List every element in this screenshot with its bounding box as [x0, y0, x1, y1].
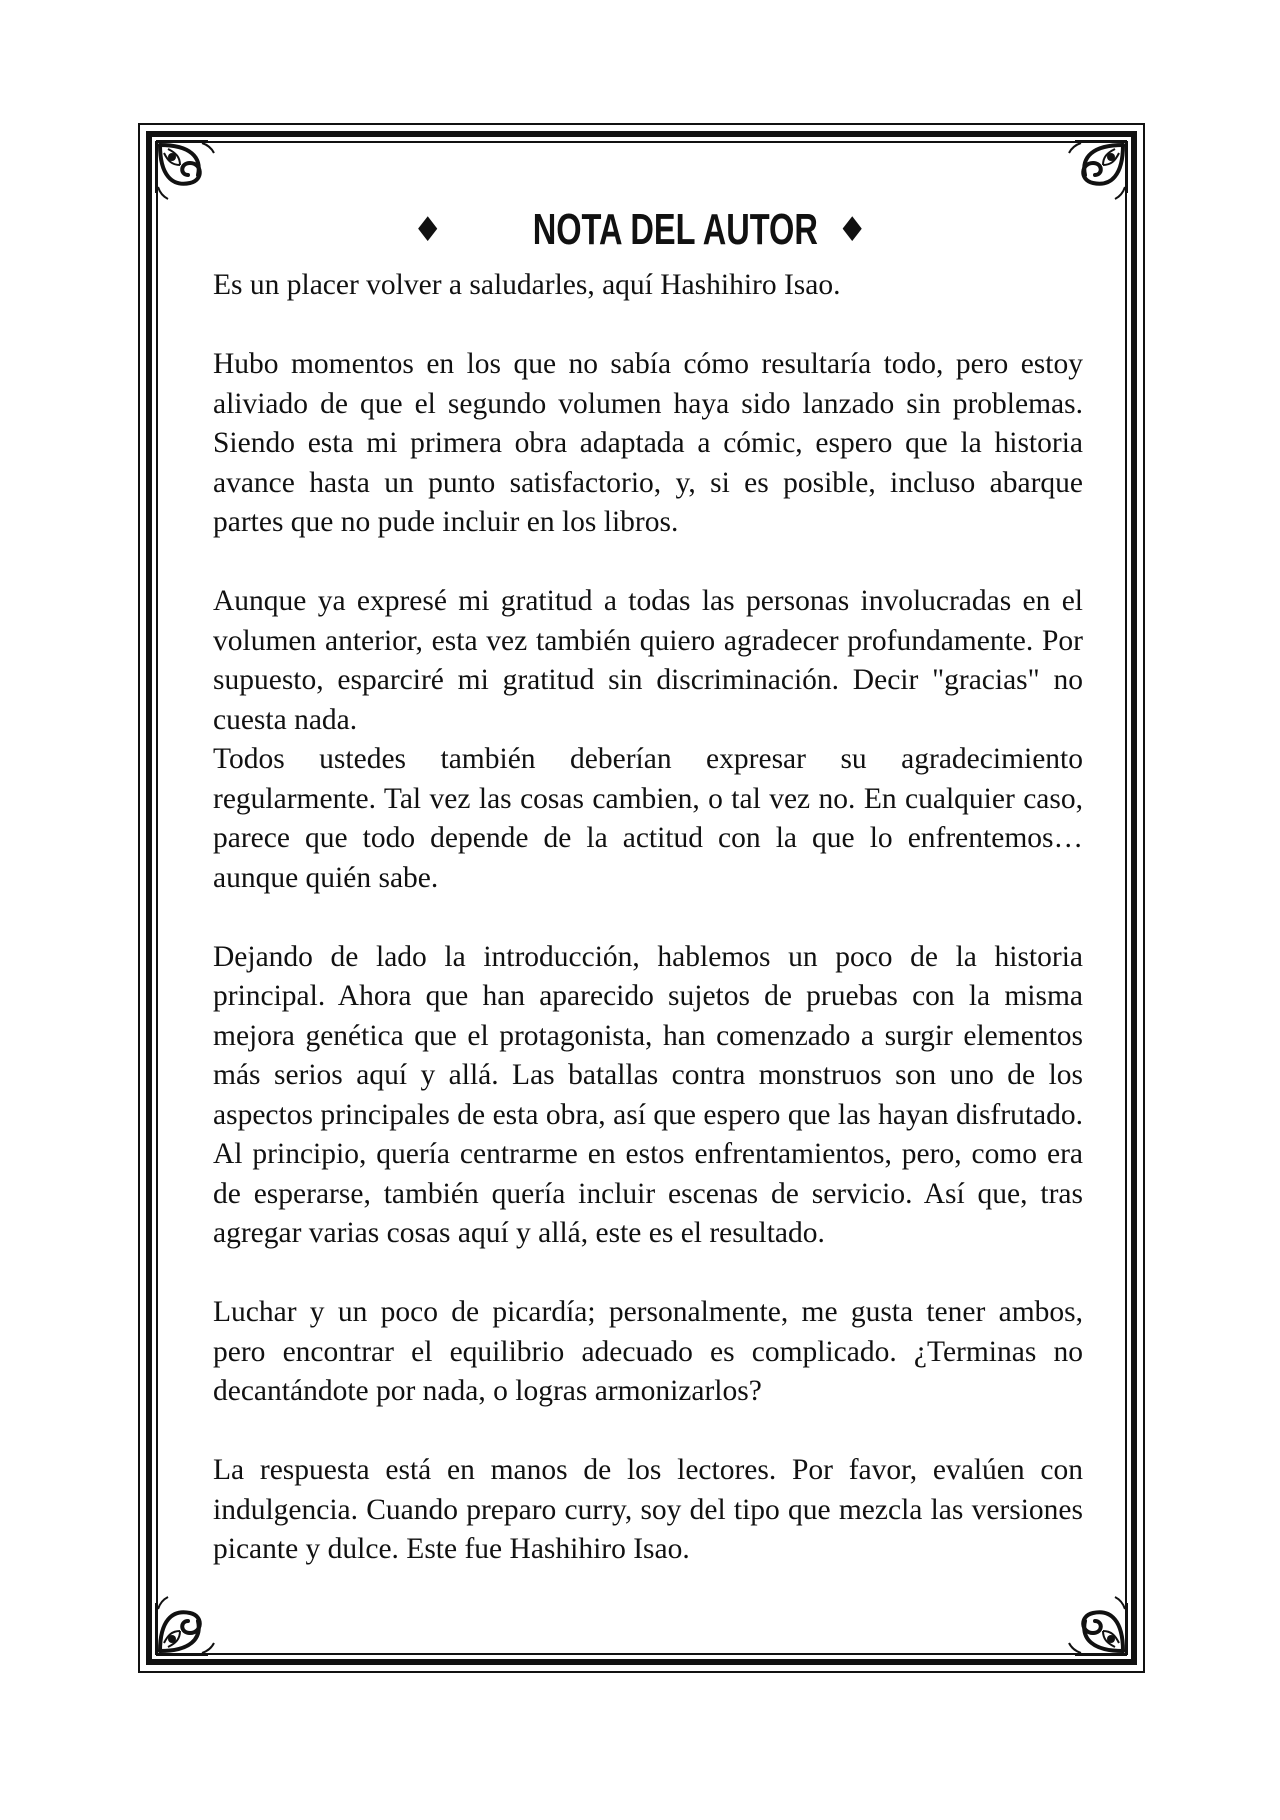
corner-flourish-icon-bottom-left: [150, 1591, 220, 1661]
paragraph-main-story: Dejando de lado la introducción, hablemos un poco de la historia principal. Ahora que han aparecido sujetos de pruebas con la misma mejora genética que el protagonista, han comenzado a surgir elementos más serios aquí y allá. Las batallas contra monstruos son uno de los aspectos principales de esta obra, así que espero que las hayan disfrutado. Al principio, quería centrarme en estos enfrentamientos, pero, como era de esperarse, también quería incluir escenas de servicio. Así que, tras agregar varias cosas aquí y allá, este es el resultado.: [213, 940, 1083, 1249]
paragraph-second-volume: Hubo momentos en los que no sabía cómo resultaría todo, pero estoy aliviado de que el segundo volumen haya sido lanzado sin problemas. Siendo esta mi primera obra adaptada a cómic, espero que la historia avance hasta un punto satisfactorio, y, si es posible, incluso abarque partes que no pude incluir en los libros.: [213, 348, 1083, 538]
author-note-body: [213, 266, 1083, 1570]
paragraph-gratitude-continued: Todos ustedes también deberían expresar su agradecimiento regularmente. Tal vez las cosas cambien, o tal vez no. En cualquier caso, parece que todo depende de la actitud con la que lo enfrentemos… aunque quién sabe.: [213, 743, 1083, 894]
paragraph-gratitude: Aunque ya expresé mi gratitud a todas las personas involucradas en el volumen anterior, esta vez también quiero agradecer profundamente. Por supuesto, esparciré mi gratitud sin discriminación. Decir "gracias" no cuesta nada.: [213, 585, 1083, 736]
paragraph-greeting: Es un placer volver a saludarles, aquí Hashihiro Isao.: [213, 269, 841, 301]
corner-flourish-icon-bottom-right: [1063, 1591, 1133, 1661]
page-title: NOTA DEL AUTOR: [532, 205, 818, 254]
corner-flourish-icon-top-left: [150, 135, 220, 205]
paragraph-balance: Luchar y un poco de picardía; personalmente, me gusta tener ambos, pero encontrar el equilibrio adecuado es complicado. ¿Terminas no decantándote por nada, o logras armonizarlos?: [213, 1296, 1083, 1407]
diamond-icon-right: ♦: [837, 210, 868, 250]
corner-flourish-icon-top-right: [1063, 135, 1133, 205]
heading: [0, 200, 1280, 260]
paragraph-closing: La respuesta está en manos de los lectores. Por favor, evalúen con indulgencia. Cuando preparo curry, soy del tipo que mezcla las versiones picante y dulce. Este fue Hashihiro Isao.: [213, 1454, 1083, 1565]
diamond-icon-left: ♦: [412, 210, 443, 250]
